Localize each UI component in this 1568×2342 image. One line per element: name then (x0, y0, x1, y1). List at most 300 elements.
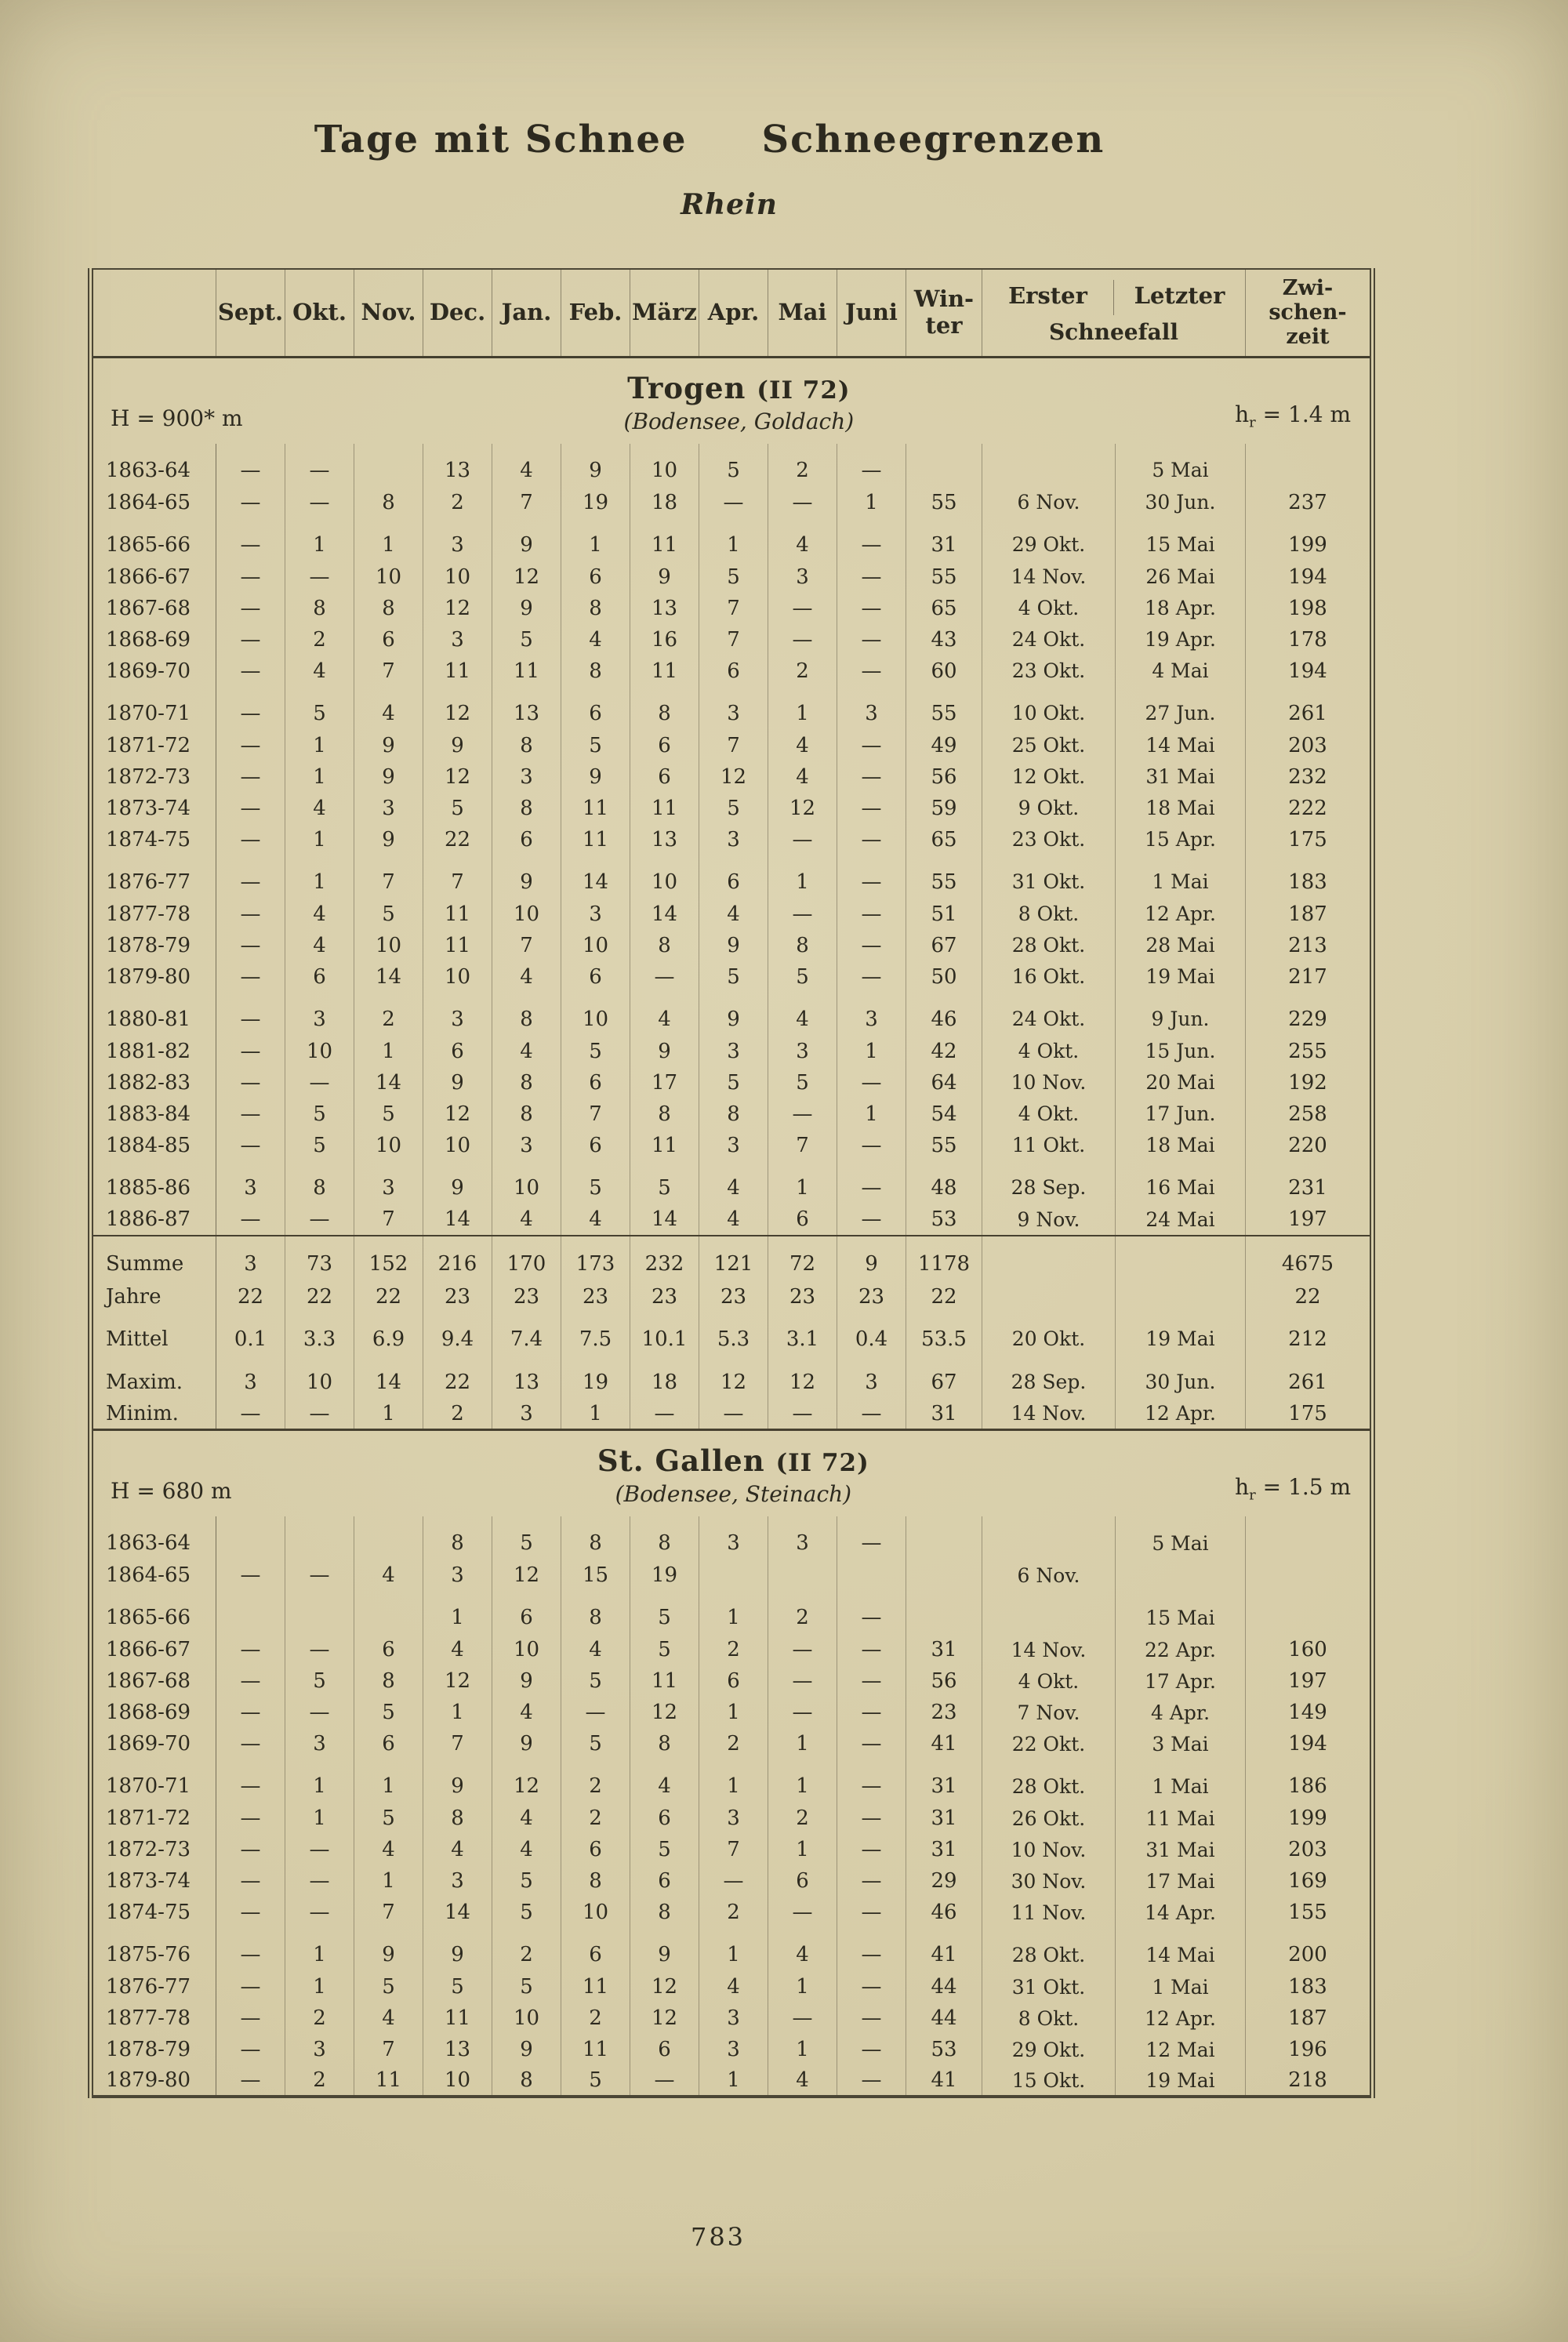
station-code: (II 72) (775, 1449, 869, 1477)
table-cell: 9 (492, 855, 561, 899)
table-cell: 24 Okt. (982, 624, 1116, 655)
table-cell: 3 (492, 1130, 561, 1161)
table-cell: — (837, 1759, 906, 1803)
table-cell: 11 (561, 793, 630, 824)
table-cell: 5 Mai (1116, 1516, 1246, 1560)
winter-line-1: Win- (913, 285, 975, 313)
table-cell: 7 (492, 487, 561, 518)
table-row (91, 2065, 1373, 2097)
row-year: 1866-67 (91, 1634, 216, 1665)
table-cell: 15 (561, 1560, 630, 1591)
table-cell (1246, 1560, 1373, 1591)
table-cell (1116, 1281, 1246, 1313)
table-cell: — (216, 993, 285, 1036)
table-cell: 13 (492, 1356, 561, 1399)
table-cell: 232 (630, 1236, 699, 1281)
row-year: 1864-65 (91, 487, 216, 518)
table-cell: 1 (354, 1399, 423, 1430)
table-cell: 4 Okt. (982, 1036, 1116, 1067)
table-cell: 8 (630, 1897, 699, 1928)
table-cell: 6 (630, 1865, 699, 1897)
table-cell: 3.3 (285, 1313, 354, 1356)
table-cell: 18 Apr. (1116, 593, 1246, 624)
table-cell: 1 (768, 1759, 837, 1803)
table-cell: 3 (837, 687, 906, 730)
table-cell: 231 (1246, 1161, 1373, 1204)
table-row (91, 824, 1373, 855)
table-cell: 56 (906, 1665, 982, 1697)
table-cell: 12 Apr. (1116, 899, 1246, 930)
table-cell: 9 (699, 930, 768, 961)
table-cell: 1 Mai (1116, 1759, 1246, 1803)
table-cell: 183 (1246, 1971, 1373, 2003)
table-cell: 2 (768, 444, 837, 487)
table-cell: 12 (630, 2003, 699, 2034)
table-cell: 29 Okt. (982, 518, 1116, 561)
table-cell: 10 (492, 1161, 561, 1204)
table-row (91, 1728, 1373, 1759)
table-cell (768, 1560, 837, 1591)
table-cell: 149 (1246, 1697, 1373, 1728)
table-cell: — (837, 1865, 906, 1897)
table-cell: 3 (285, 993, 354, 1036)
table-cell: 43 (906, 624, 982, 655)
table-cell: 3 (354, 793, 423, 824)
table-cell: 10 (285, 1356, 354, 1399)
table-cell: 1 (768, 2034, 837, 2065)
table-cell (699, 1560, 768, 1591)
table-cell: 6 (768, 1204, 837, 1236)
col-header-letzter: Letzter (1134, 281, 1225, 309)
table-cell (285, 1591, 354, 1634)
table-cell: 4 (699, 1161, 768, 1204)
page-number: 783 (690, 2222, 746, 2252)
table-cell: 2 (768, 1591, 837, 1634)
station-title (232, 1443, 1236, 1478)
table-cell: 8 (492, 1098, 561, 1130)
table-row (91, 561, 1373, 593)
table-cell: 10 Nov. (982, 1067, 1116, 1098)
table-cell: 11 (630, 518, 699, 561)
table-cell (982, 1236, 1116, 1281)
table-cell: 9 (354, 824, 423, 855)
table-cell: 10 Okt. (982, 687, 1116, 730)
table-cell: 6 (699, 655, 768, 687)
table-cell: 9 (492, 518, 561, 561)
table-cell: 2 (285, 2065, 354, 2097)
table-cell: — (216, 1098, 285, 1130)
table-cell: 44 (906, 2003, 982, 2034)
table-cell: 3 (285, 1728, 354, 1759)
row-year: 1871-72 (91, 1803, 216, 1834)
table-cell: — (216, 1560, 285, 1591)
table-cell: 220 (1246, 1130, 1373, 1161)
table-cell: 4 (492, 1834, 561, 1865)
table-cell: 216 (423, 1236, 492, 1281)
table-cell: — (216, 899, 285, 930)
summary-label: Jahre (91, 1281, 216, 1313)
table-cell (354, 1591, 423, 1634)
table-cell: 1 Mai (1116, 1971, 1246, 2003)
table-cell: 4 (561, 624, 630, 655)
zw-line-2: schen- (1269, 300, 1347, 325)
table-cell: 3 (423, 518, 492, 561)
table-cell: — (837, 1130, 906, 1161)
table-cell: 4 (354, 1560, 423, 1591)
table-cell: 3 (768, 1036, 837, 1067)
table-cell: 41 (906, 1728, 982, 1759)
summary-label: Summe (91, 1236, 216, 1281)
table-cell: 19 Mai (1116, 1313, 1246, 1356)
table-cell: 5 (354, 899, 423, 930)
table-cell: — (837, 1728, 906, 1759)
corner-cell (91, 269, 216, 357)
table-cell: 10 (492, 899, 561, 930)
table-cell: 13 (630, 824, 699, 855)
col-header-schneefall (982, 269, 1246, 357)
table-cell: 9 (492, 593, 561, 624)
table-cell: — (285, 1204, 354, 1236)
table-cell: 199 (1246, 1803, 1373, 1834)
table-cell (906, 1591, 982, 1634)
table-cell: 4 (630, 1759, 699, 1803)
row-year: 1864-65 (91, 1560, 216, 1591)
station-title-block (232, 1443, 1236, 1507)
table-cell: 3 (423, 993, 492, 1036)
table-row (91, 930, 1373, 961)
table-cell: 4 (768, 2065, 837, 2097)
table-cell: 8 (492, 993, 561, 1036)
table-cell: — (837, 1161, 906, 1204)
table-cell: 6 (354, 1634, 423, 1665)
table-cell: 3.1 (768, 1313, 837, 1356)
table-cell: 64 (906, 1067, 982, 1098)
table-cell: 4 (699, 1971, 768, 2003)
table-row (91, 1928, 1373, 1971)
table-cell: 11 Mai (1116, 1803, 1246, 1834)
table-cell: 5 (699, 793, 768, 824)
table-cell: — (837, 1665, 906, 1697)
table-cell (354, 1516, 423, 1560)
table-cell: 4 (285, 899, 354, 930)
station-name: St. Gallen (597, 1443, 776, 1478)
table-cell: 1 (561, 518, 630, 561)
col-header-okt: Okt. (285, 269, 354, 357)
table-cell: 5 (492, 624, 561, 655)
table-cell: 255 (1246, 1036, 1373, 1067)
table-cell: — (768, 1697, 837, 1728)
table-cell: 67 (906, 1356, 982, 1399)
table-cell: 4 (492, 1803, 561, 1834)
table-cell: 5 (423, 1971, 492, 2003)
table-cell: 8 (492, 730, 561, 761)
table-cell: 11 (630, 793, 699, 824)
table-cell: 3 (492, 1399, 561, 1430)
table-cell: — (216, 687, 285, 730)
snowline-value: = 1.5 m (1255, 1474, 1351, 1501)
row-year: 1865-66 (91, 1591, 216, 1634)
table-cell: 1 (285, 1971, 354, 2003)
table-cell: — (216, 1036, 285, 1067)
table-cell: 7 (492, 930, 561, 961)
table-cell: 1 (768, 1834, 837, 1865)
station-title-block (243, 371, 1236, 434)
station-section-cell (91, 1430, 1373, 1517)
table-cell: 23 (561, 1281, 630, 1313)
table-cell: — (768, 1665, 837, 1697)
table-cell: 1 (285, 1928, 354, 1971)
table-cell: 19 (561, 1356, 630, 1399)
table-cell: 5 (354, 1697, 423, 1728)
table-cell: 31 Okt. (982, 1971, 1116, 2003)
table-cell: 11 (561, 2034, 630, 2065)
table-row (91, 1834, 1373, 1865)
table-cell: 2 (768, 655, 837, 687)
table-cell: 23 (699, 1281, 768, 1313)
table-cell: 19 Apr. (1116, 624, 1246, 655)
table-cell: 17 (630, 1067, 699, 1098)
table-cell: 8 (492, 2065, 561, 2097)
col-header-zwischenzeit (1246, 269, 1373, 357)
table-cell: 4 (699, 1204, 768, 1236)
table-row (91, 1759, 1373, 1803)
table-cell: 2 (285, 2003, 354, 2034)
table-cell: 9 Jun. (1116, 993, 1246, 1036)
table-cell: 3 (699, 2034, 768, 2065)
table-cell (906, 444, 982, 487)
table-cell: 5 (561, 2065, 630, 2097)
table-cell: — (216, 1399, 285, 1430)
row-year: 1879-80 (91, 961, 216, 993)
table-cell: 8 (492, 1067, 561, 1098)
table-cell: — (768, 1399, 837, 1430)
table-cell (216, 1516, 285, 1560)
table-cell: 4 (423, 1634, 492, 1665)
station-section-cell (91, 357, 1373, 444)
table-cell: 1 (354, 1865, 423, 1897)
table-cell: 65 (906, 824, 982, 855)
table-cell: 11 Okt. (982, 1130, 1116, 1161)
table-cell: 13 (423, 444, 492, 487)
table-cell: 7 (354, 855, 423, 899)
table-cell: 4 (492, 961, 561, 993)
table-cell: 2 (699, 1728, 768, 1759)
table-cell: 11 Nov. (982, 1897, 1116, 1928)
table-cell: — (216, 761, 285, 793)
table-cell: 10 (561, 930, 630, 961)
table-cell: 29 (906, 1865, 982, 1897)
table-cell: 14 (630, 1204, 699, 1236)
table-cell: 1 (699, 2065, 768, 2097)
table-cell (982, 1281, 1116, 1313)
table-cell: 261 (1246, 687, 1373, 730)
table-cell: 5 (492, 1971, 561, 2003)
table-row (91, 1971, 1373, 2003)
table-cell: 169 (1246, 1865, 1373, 1897)
table-cell: 22 (285, 1281, 354, 1313)
table-cell: 9 (354, 730, 423, 761)
table-cell: 4 Okt. (982, 593, 1116, 624)
table-cell: — (216, 1728, 285, 1759)
table-cell: — (216, 1865, 285, 1897)
table-cell: — (768, 899, 837, 930)
table-cell: — (837, 1897, 906, 1928)
table-cell (216, 1591, 285, 1634)
row-year: 1870-71 (91, 687, 216, 730)
table-cell: 12 (630, 1697, 699, 1728)
table-cell: 9 (561, 444, 630, 487)
table-cell: 12 Apr. (1116, 2003, 1246, 2034)
table-cell: 15 Jun. (1116, 1036, 1246, 1067)
table-cell: 65 (906, 593, 982, 624)
table-cell: — (285, 1897, 354, 1928)
table-cell: 1 (768, 1971, 837, 2003)
table-cell: 23 Okt. (982, 824, 1116, 855)
table-cell: 192 (1246, 1067, 1373, 1098)
table-cell: — (216, 561, 285, 593)
table-cell: 5 (561, 1728, 630, 1759)
table-cell: 10.1 (630, 1313, 699, 1356)
table-cell: 8 (423, 1803, 492, 1834)
zw-line-3: zeit (1286, 325, 1330, 350)
table-cell: 14 Apr. (1116, 1897, 1246, 1928)
table-row (91, 1204, 1373, 1236)
summary-label: Mittel (91, 1313, 216, 1356)
table-cell: 25 Okt. (982, 730, 1116, 761)
summary-label: Maxim. (91, 1356, 216, 1399)
table-cell: 4 (354, 687, 423, 730)
table-cell: 217 (1246, 961, 1373, 993)
table-cell: 67 (906, 930, 982, 961)
table-row (91, 993, 1373, 1036)
table-row (91, 2003, 1373, 2034)
table-cell: 31 Okt. (982, 855, 1116, 899)
station-section-row (91, 357, 1373, 444)
table-row (91, 855, 1373, 899)
table-cell (354, 444, 423, 487)
table-cell: 16 (630, 624, 699, 655)
table-cell: 53 (906, 1204, 982, 1236)
table-cell: — (837, 1204, 906, 1236)
table-cell: — (837, 730, 906, 761)
table-cell: 6 (285, 961, 354, 993)
table-cell: 10 (492, 2003, 561, 2034)
table-cell: 7 (354, 2034, 423, 2065)
row-year: 1885-86 (91, 1161, 216, 1204)
table-cell: 7 (561, 1098, 630, 1130)
table-cell: 6 (561, 961, 630, 993)
table-cell: — (216, 930, 285, 961)
table-cell: 6 (699, 855, 768, 899)
table-cell: 31 Mai (1116, 1834, 1246, 1865)
table-cell: 23 (492, 1281, 561, 1313)
table-cell: — (837, 624, 906, 655)
table-cell: 24 Okt. (982, 993, 1116, 1036)
table-cell: — (216, 1697, 285, 1728)
table-cell: — (216, 1971, 285, 2003)
table-cell: 9 (423, 1161, 492, 1204)
row-year: 1870-71 (91, 1759, 216, 1803)
table-cell: 8 (354, 1665, 423, 1697)
table-cell: 3 (699, 687, 768, 730)
table-cell (982, 1591, 1116, 1634)
table-cell: 14 Nov. (982, 1634, 1116, 1665)
table-cell: 3 (561, 899, 630, 930)
row-year: 1884-85 (91, 1130, 216, 1161)
table-cell: 1 Mai (1116, 855, 1246, 899)
table-cell: — (837, 593, 906, 624)
col-header-maerz: März (630, 269, 699, 357)
row-year: 1874-75 (91, 1897, 216, 1928)
table-cell: 3 Mai (1116, 1728, 1246, 1759)
table-cell: — (216, 2034, 285, 2065)
table-cell: 9 (630, 561, 699, 593)
table-cell: 11 (630, 1130, 699, 1161)
station-altitude: H = 900* m (111, 405, 243, 431)
col-header-nov: Nov. (354, 269, 423, 357)
table-cell: — (285, 1399, 354, 1430)
table-cell: — (216, 1204, 285, 1236)
table-cell (906, 1516, 982, 1560)
table-cell: — (837, 1634, 906, 1665)
table-cell: 5 (423, 793, 492, 824)
table-cell: 22 (354, 1281, 423, 1313)
table-cell: 22 (423, 1356, 492, 1399)
table-cell: — (837, 930, 906, 961)
table-cell: 12 (768, 1356, 837, 1399)
row-year: 1869-70 (91, 655, 216, 687)
table-row (91, 961, 1373, 993)
row-year: 1873-74 (91, 1865, 216, 1897)
snowline-value: = 1.4 m (1255, 401, 1351, 427)
table-cell: 15 Mai (1116, 518, 1246, 561)
table-cell: 9 Okt. (982, 793, 1116, 824)
table-cell: — (837, 899, 906, 930)
table-cell: 194 (1246, 561, 1373, 593)
table-cell: 6 (561, 1834, 630, 1865)
table-cell: — (216, 655, 285, 687)
table-cell: — (216, 1067, 285, 1098)
snowline-base: h (1235, 401, 1250, 427)
row-year: 1867-68 (91, 1665, 216, 1697)
summary-row (91, 1356, 1373, 1399)
table-cell: — (699, 1865, 768, 1897)
col-header-feb: Feb. (561, 269, 630, 357)
table-cell: 26 Mai (1116, 561, 1246, 593)
table-cell: 5 (354, 1098, 423, 1130)
table-cell: 4 Mai (1116, 655, 1246, 687)
table-cell (1246, 444, 1373, 487)
table-cell: 8 (561, 1516, 630, 1560)
table-cell: — (216, 1803, 285, 1834)
table-cell: 1178 (906, 1236, 982, 1281)
summary-row (91, 1236, 1373, 1281)
table-cell: 6 (561, 1067, 630, 1098)
table-cell: 11 (630, 1665, 699, 1697)
table-cell (906, 1560, 982, 1591)
table-cell: 6 Nov. (982, 1560, 1116, 1591)
table-cell: 9 (492, 2034, 561, 2065)
table-cell: — (837, 1697, 906, 1728)
row-year: 1872-73 (91, 1834, 216, 1865)
table-cell: 2 (699, 1634, 768, 1665)
summary-label: Minim. (91, 1399, 216, 1430)
table-row (91, 730, 1373, 761)
table-cell: — (837, 518, 906, 561)
table-row (91, 1067, 1373, 1098)
station-basin: (Bodensee, Steinach) (615, 1481, 852, 1507)
table-cell: 9 (423, 1759, 492, 1803)
